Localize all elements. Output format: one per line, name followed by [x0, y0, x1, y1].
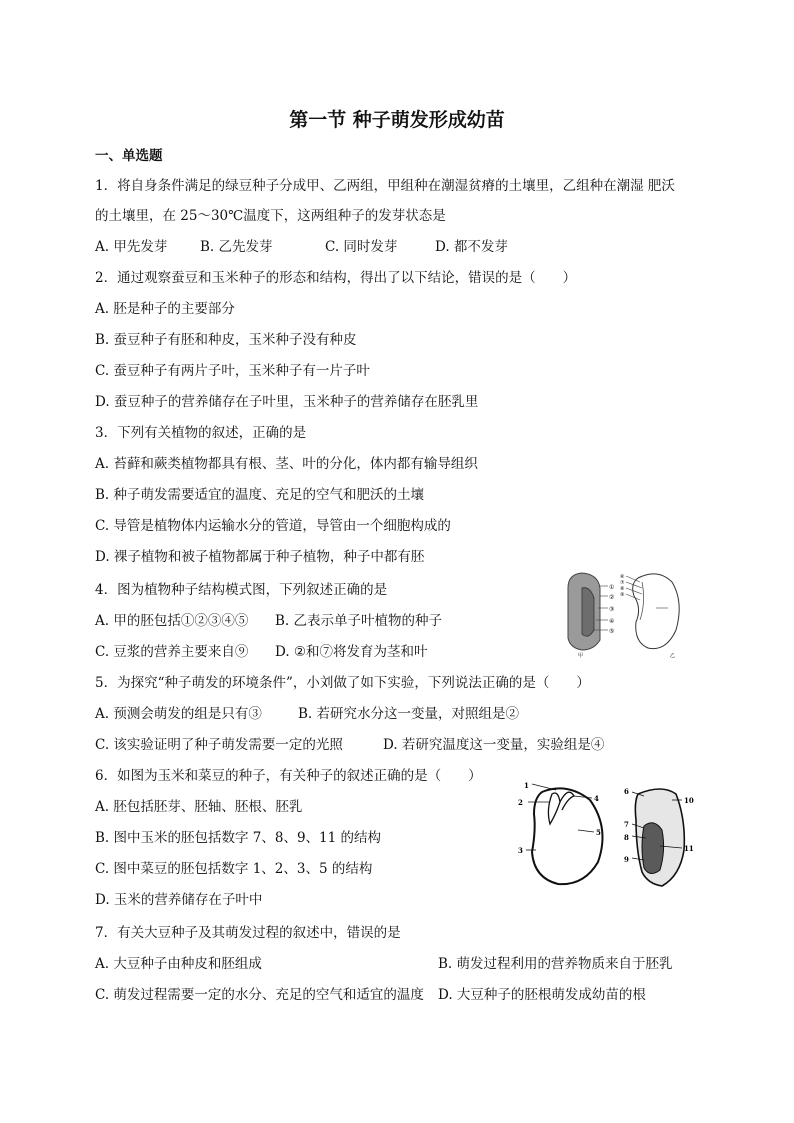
q4-label-8: ⑧: [620, 586, 625, 592]
q4-option-b[interactable]: B. 乙表示单子叶植物的种子: [275, 613, 443, 629]
q7-stem: 7．有关大豆种子及其萌发过程的叙述中，错误的是: [95, 925, 401, 941]
q6-label-11: 11: [684, 844, 694, 853]
q4-label-5: ⑤: [609, 628, 615, 635]
q5-option-b[interactable]: B. 若研究水分这一变量，对照组是②: [298, 706, 520, 722]
q4-label-jia: 甲: [578, 653, 584, 658]
q6-label-10: 10: [684, 796, 694, 805]
q1-option-a[interactable]: A. 甲先发芽: [95, 239, 168, 255]
q4-label-7: ⑦: [620, 580, 625, 586]
q1-stem-line2: 的土壤里，在 25～30℃温度下，这两组种子的发芽状态是: [95, 208, 446, 224]
q5-stem: 5．为探究“种子萌发的环境条件”，小刘做了如下实验，下列说法正确的是（ ）: [95, 675, 590, 691]
q4-label-9: ⑨: [620, 592, 625, 598]
q4-label-yi: 乙: [670, 653, 676, 658]
q6-label-9: 9: [624, 855, 629, 864]
q3-option-b[interactable]: B. 种子萌发需要适宜的温度、充足的空气和肥沃的土壤: [95, 487, 425, 503]
q6-label-6: 6: [624, 787, 629, 796]
q6-seed-diagram: [512, 780, 697, 895]
q4-label-3: ③: [609, 606, 615, 613]
q4-label-4: ④: [609, 618, 615, 625]
q6-stem: 6．如图为玉米和菜豆的种子，有关种子的叙述正确的是（ ）: [95, 768, 482, 784]
page-title: 第一节 种子萌发形成幼苗: [289, 109, 505, 131]
q6-option-b[interactable]: B. 图中玉米的胚包括数字 7、8、9、11 的结构: [95, 830, 382, 846]
q2-stem: 2．通过观察蚕豆和玉米种子的形态和结构，得出了以下结论，错误的是（ ）: [95, 270, 577, 286]
q2-option-c[interactable]: C. 蚕豆种子有两片子叶，玉米种子有一片子叶: [95, 363, 370, 379]
q2-option-d[interactable]: D. 蚕豆种子的营养储存在子叶里，玉米种子的营养储存在胚乳里: [95, 394, 479, 410]
q3-stem: 3．下列有关植物的叙述，正确的是: [95, 425, 307, 441]
q4-seed-diagram: [560, 568, 690, 658]
q2-option-b[interactable]: B. 蚕豆种子有胚和种皮，玉米种子没有种皮: [95, 332, 357, 348]
q7-option-d[interactable]: D. 大豆种子的胚根萌发成幼苗的根: [438, 987, 646, 1003]
q6-label-3: 3: [518, 846, 523, 855]
q6-option-a[interactable]: A. 胚包括胚芽、胚轴、胚根、胚乳: [95, 799, 303, 815]
q4-stem: 4．图为植物种子结构模式图，下列叙述正确的是: [95, 582, 388, 598]
q2-option-a[interactable]: A. 胚是种子的主要部分: [95, 301, 235, 317]
q6-label-1: 1: [524, 781, 529, 790]
q7-option-c[interactable]: C. 萌发过程需要一定的水分、充足的空气和适宜的温度: [95, 987, 424, 1003]
q5-option-a[interactable]: A. 预测会萌发的组是只有③: [95, 706, 262, 722]
q7-option-b[interactable]: B. 萌发过程利用的营养物质来自于胚乳: [438, 956, 673, 972]
q6-label-7: 7: [624, 820, 629, 829]
q6-label-4: 4: [594, 794, 599, 803]
q1-option-d[interactable]: D. 都不发芽: [435, 239, 508, 255]
q1-stem-line1: 1．将自身条件满足的绿豆种子分成甲、乙两组，甲组种在潮湿贫瘠的土壤里，乙组种在潮湿 肥沃: [95, 178, 675, 194]
q3-option-c[interactable]: C. 导管是植物体内运输水分的管道，导管由一个细胞构成的: [95, 518, 451, 534]
q1-option-c[interactable]: C. 同时发芽: [325, 239, 398, 255]
q4-option-a[interactable]: A. 甲的胚包括①②③④⑤: [95, 613, 249, 629]
q3-option-d[interactable]: D. 裸子植物和被子植物都属于种子植物，种子中都有胚: [95, 549, 425, 565]
q5-option-c[interactable]: C. 该实验证明了种子萌发需要一定的光照: [95, 737, 343, 753]
q3-option-a[interactable]: A. 苔藓和蕨类植物都具有根、茎、叶的分化，体内都有输导组织: [95, 456, 478, 472]
q4-label-1: ①: [609, 584, 615, 591]
q5-option-d[interactable]: D. 若研究温度这一变量，实验组是④: [383, 737, 605, 753]
q1-option-b[interactable]: B. 乙先发芽: [200, 239, 273, 255]
q4-label-6: ⑥: [620, 574, 625, 580]
q6-label-5: 5: [596, 828, 601, 837]
q4-option-d[interactable]: D. ②和⑦将发育为茎和叶: [275, 644, 428, 660]
q7-option-a[interactable]: A. 大豆种子由种皮和胚组成: [95, 956, 262, 972]
q6-label-2: 2: [518, 798, 523, 807]
section-heading: 一、单选题: [95, 148, 163, 164]
q6-option-d[interactable]: D. 玉米的营养储存在子叶中: [95, 892, 263, 908]
q4-option-c[interactable]: C. 豆浆的营养主要来自⑨: [95, 644, 249, 660]
q4-label-2: ②: [609, 594, 615, 601]
q6-option-c[interactable]: C. 图中菜豆的胚包括数字 1、2、3、5 的结构: [95, 861, 373, 877]
q6-label-8: 8: [624, 833, 629, 842]
